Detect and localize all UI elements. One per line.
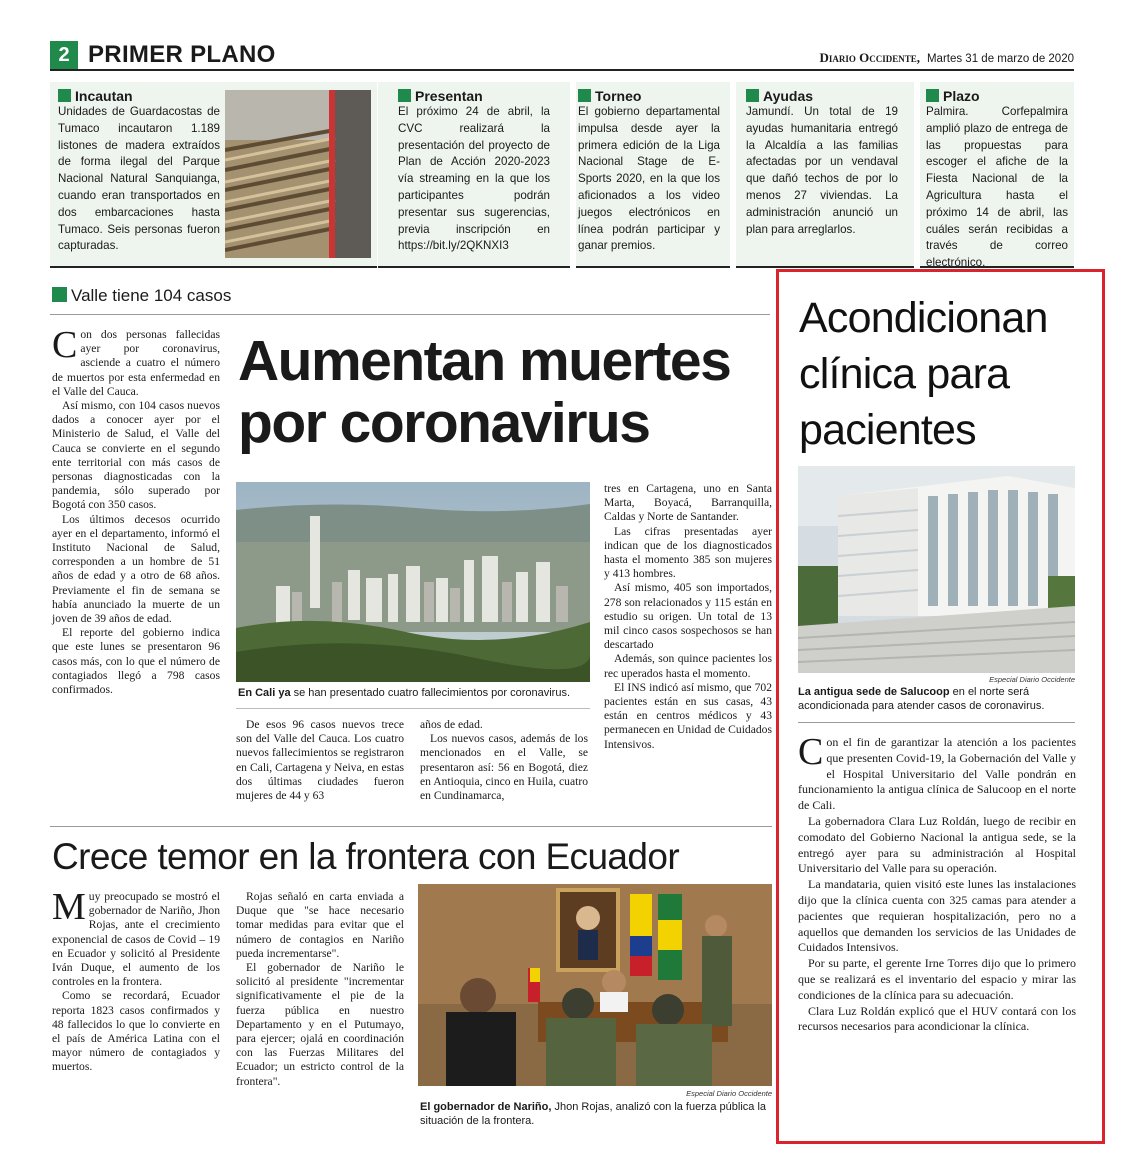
headline-line: clínica para xyxy=(799,350,1010,398)
briefs-strip xyxy=(50,82,1074,268)
bullet-square-icon xyxy=(52,287,67,302)
brief-text: Palmira. Corfepalmira amplió plazo de entrega de las propuestas para escoger el afiche de la Fiesta Nacional de la Agricultura hasta el próximo 14 de abril, las cuáles serán recibidas a través de correo electrónico. xyxy=(926,105,1068,270)
governor-photo-caption xyxy=(420,1100,772,1128)
brief-title: Torneo xyxy=(595,88,642,104)
bullet-square-icon xyxy=(398,89,411,102)
section-title: PRIMER PLANO xyxy=(88,41,276,68)
main-col-2 xyxy=(236,718,404,803)
caption-text: Jhon Rojas, analizó con la fuerza pública la situación de la frontera. xyxy=(420,1101,767,1127)
paragraph: El reporte del gobierno indica que este lunes se presentaron 96 casos más, con lo que el número de contagiados llegó a 798 casos confirmados. xyxy=(52,626,220,697)
page-number: 2 xyxy=(50,41,78,69)
brief-torneo xyxy=(578,88,720,255)
page-date: Martes 31 de marzo de 2020 xyxy=(926,53,1074,65)
governor-meeting-photo xyxy=(418,884,772,1086)
paragraph: Los últimos decesos ocurrido ayer en el departamento, informó el Instituto Nacional de Salud, corresponden a un hombre de 51 años de edad y a otro de 68 años. Previamente el fin de semana se había anunciado la muerte de un joven de 39 años de edad. xyxy=(52,512,220,626)
headline-line: Acondicionan xyxy=(799,294,1048,342)
paragraph: El INS indicó así mismo, que 702 pacientes están en sus casas, 43 están en centros médicos y 43 permanecen en Unidad de Cuidados Intensivos. xyxy=(604,680,772,751)
main-col-3 xyxy=(420,718,588,803)
kicker-text: Valle tiene 104 casos xyxy=(71,286,232,305)
main-dropcap: C xyxy=(52,324,78,366)
paragraph: Los nuevos casos, además de los mencionados en el Valle, se presentaron así: 56 en Bogotá, diez en Antioquia, cinco en Huila, cuatro en Cundinamarca, xyxy=(420,732,588,803)
paragraph: Rojas señaló en carta enviada a Duque que "se hace necesario tomar medidas para evitar que el número de contagios en Nariño pueda incrementarse". xyxy=(236,890,404,960)
brief-ayudas xyxy=(746,88,898,238)
paper-name: Diario Occidente, xyxy=(819,50,920,65)
paragraph: años de edad. xyxy=(420,718,483,731)
brief-title: Ayudas xyxy=(763,88,814,104)
clinic-dropcap: C xyxy=(798,731,824,773)
border-col-2 xyxy=(236,890,404,1089)
brief-text: Unidades de Guardacostas de Tumaco incautaron 1.189 listones de madera extraídos de forma ilegal del Parque Nacional Natural Sanquianga, cuando eran transportados en dos embarcaciones hasta Tumaco. Seis personas fueron capturadas. xyxy=(58,105,220,253)
brief-presentan xyxy=(398,88,550,255)
main-kicker xyxy=(52,286,231,306)
bullet-square-icon xyxy=(578,89,591,102)
paragraph: Además, son quince pacientes los rec uperados hasta el momento. xyxy=(604,652,772,680)
governor-photo-credit: Especial Diario Occidente xyxy=(686,1089,772,1098)
caption-bold: La antigua sede de Salucoop xyxy=(798,686,950,698)
cali-photo-caption xyxy=(238,686,592,700)
paragraph: uy preocupado se mostró el gobernador de Nariño, Jhon Rojas, ante el crecimiento exponencial de casos de Covid – 19 en Ecuador y solicitó al Presidente Iván Duque, el aumento de los controles en la frontera. xyxy=(52,890,220,989)
paragraph: De esos 96 casos nuevos trece son del Valle del Cauca. Los cuatro nuevos fallecimientos se registraron en Cali, Cartagena y Neiva, en estas dos últimas ciudades fueron mujeres de 44 y 63 xyxy=(236,718,404,803)
brief-incautan xyxy=(58,88,220,255)
brief-text: El próximo 24 de abril, la CVC realizará la presentación del proyecto de Plan de Acción 2020-2023 vía streaming en la que los participantes podrán presentar sus sugerencias, previa inscripción en https://bit.ly/2QKNXI3 xyxy=(398,105,550,253)
caption-text: en el norte será acondicionada para atender casos de coronavirus. xyxy=(798,686,1045,712)
headline-line: por coronavirus xyxy=(238,391,650,455)
border-dropcap: M xyxy=(52,886,86,928)
headline-line: pacientes xyxy=(799,406,976,454)
paragraph: Clara Luz Roldán explicó que el HUV contará con los recursos necesarios para acondicionar la clínica. xyxy=(798,1003,1076,1034)
bullet-square-icon xyxy=(58,89,71,102)
paragraph: Por su parte, el gerente Irne Torres dijo que lo primero que se realizará es el inventario del espacio y mirar las condiciones de la clínica para su adecuación. xyxy=(798,956,1076,1002)
paragraph: Así mismo, 405 son importados, 278 son relacionados y 115 están en estudio su origen. Un total de 13 mil cinco casos sospechosos se han descartado xyxy=(604,581,772,652)
bullet-square-icon xyxy=(926,89,939,102)
masthead-info xyxy=(819,50,1074,66)
paragraph: El gobernador de Nariño le solicitó al presidente "incrementar significativamente el pie de la fuerza pública en nuestro Departamento y en el Putumayo, para ejercer; ojalá en coordinación con las Fuerzas Militares del Ecuador; un estricto control de la frontera". xyxy=(236,961,404,1088)
paragraph: tres en Cartagena, uno en Santa Marta, Boyacá, Barranquilla, Caldas y Norte de Santander. xyxy=(604,482,772,524)
brief-plazo xyxy=(926,88,1068,272)
caption-bold: El gobernador de Nariño, xyxy=(420,1101,552,1113)
main-col-1 xyxy=(52,324,220,697)
clinic-body xyxy=(798,731,1076,1035)
clinic-photo-credit: Especial Diario Occidente xyxy=(989,675,1075,684)
brief-photo-lumber xyxy=(225,90,371,258)
bullet-square-icon xyxy=(746,89,759,102)
clinic-photo-caption xyxy=(798,685,1075,713)
paragraph: Las cifras presentadas ayer indican que de los diagnosticados hasta el momento 385 son mujeres y 413 hombres. xyxy=(604,524,772,581)
clinic-building-photo xyxy=(798,466,1075,673)
paragraph: on dos personas fallecidas ayer por coronavirus, asciende a cuatro el número de muertos por esta enfermedad en el Valle del Cauca. xyxy=(52,328,220,398)
brief-title: Incautan xyxy=(75,88,133,104)
paragraph: La gobernadora Clara Luz Roldán, luego de recibir en comodato del Gobierno Nacional la antigua sede, se la entregó ayer para su administración al Hospital Universitario del Valle para su operación. xyxy=(798,813,1076,876)
paragraph: on el fin de garantizar la atención a los pacientes que presenten Covid-19, la Gobernación del Valle y el Hospital Universitario del Valle pondrán en funcionamiento la antigua clínica de Salucoop en el norte de Cali. xyxy=(798,735,1076,813)
brief-title: Plazo xyxy=(943,88,980,104)
paragraph: Así mismo, con 104 casos nuevos dados a conocer ayer por el Ministerio de Salud, el Valle del Cauca se convierte en el segundo ente territorial con más casos de personas diagnosticadas con la pandemia, sólo superado por Bogotá con 350 casos. xyxy=(52,399,220,512)
main-col-4 xyxy=(604,482,772,752)
main-headline xyxy=(238,330,773,454)
headline-line: Aumentan muertes xyxy=(238,329,731,393)
border-headline: Crece temor en la frontera con Ecuador xyxy=(52,836,680,877)
caption-text: se han presentado cuatro fallecimientos por coronavirus. xyxy=(290,687,571,699)
brief-text: El gobierno departamental impulsa desde ayer la primera edición de la Liga Nacional Stage de E-Sports 2020, en la que los aficionados a los video juegos electrónicos en línea podrán participar y ganar premios. xyxy=(578,105,720,253)
page-header xyxy=(50,41,1074,71)
caption-bold: En Cali ya xyxy=(238,687,291,699)
border-col-1 xyxy=(52,886,220,1075)
clinic-headline xyxy=(799,290,1099,458)
brief-title: Presentan xyxy=(415,88,483,104)
clinic-story-box xyxy=(776,269,1105,1144)
paragraph: La mandataria, quien visitó este lunes las instalaciones dijo que la clínica cuenta con 325 camas para atender a pacientes que requieran hospitalización, pero no a aquellos que demanden los servicios de las Unidades de Cuidados Intensivos. xyxy=(798,877,1076,955)
paragraph: Como se recordará, Ecuador reporta 1823 casos confirmados y 48 fallecidos lo que lo convierte en el país de América Latina con el mayor número de contagiados y muertos. xyxy=(52,989,220,1074)
brief-text: Jamundí. Un total de 19 ayudas humanitaria entregó la Alcaldía a las familias afectadas por un vendaval que dañó techos de por lo menos 27 viviendas. La administración anunció un plan para arreglarlos. xyxy=(746,105,898,236)
cali-city-photo xyxy=(236,482,590,682)
